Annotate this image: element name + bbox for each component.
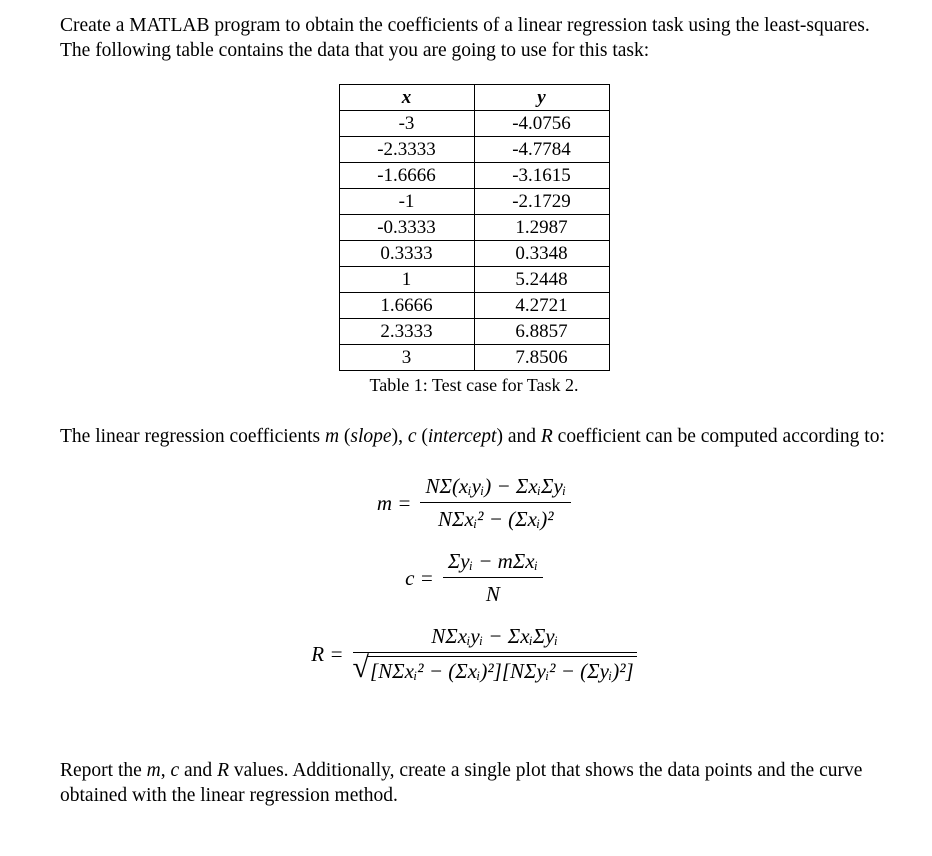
table-row <box>339 267 609 293</box>
coefficients-paragraph <box>60 424 888 449</box>
table-cell-x: 1.6666 <box>339 293 474 319</box>
text-segment: The linear regression coefficients <box>60 426 325 447</box>
table-cell-y: 0.3348 <box>474 241 609 267</box>
table-cell-x: 2.3333 <box>339 319 474 345</box>
numerator: NΣ(xᵢyᵢ) − ΣxᵢΣyᵢ <box>420 473 571 503</box>
denominator <box>353 653 637 684</box>
formula-m-lhs: m = <box>376 490 412 515</box>
table-cell-y: -4.0756 <box>474 111 609 137</box>
table-row <box>339 293 609 319</box>
text-segment: , <box>160 760 171 781</box>
closing-paragraph <box>60 758 888 808</box>
table-cell-y: 6.8857 <box>474 319 609 345</box>
var-intercept: intercept <box>427 426 497 447</box>
formula-r <box>60 623 888 684</box>
denominator: N <box>485 582 500 606</box>
text-segment: ( <box>339 426 351 447</box>
var-r: R <box>217 760 229 781</box>
table-row <box>339 111 609 137</box>
fraction <box>353 623 637 684</box>
table-cell-y: 7.8506 <box>474 345 609 371</box>
text-segment: Report the <box>60 760 147 781</box>
table-caption: Table 1: Test case for Task 2. <box>369 375 579 395</box>
data-table <box>339 84 610 371</box>
numerator: Σyᵢ − mΣxᵢ <box>443 548 543 578</box>
table-cell-x: -3 <box>339 111 474 137</box>
sqrt-expression <box>352 651 637 684</box>
numerator: NΣxᵢyᵢ − ΣxᵢΣyᵢ <box>353 623 637 653</box>
var-r: R <box>540 426 553 447</box>
table-header-y: y <box>474 85 609 111</box>
table-cell-x: -2.3333 <box>339 137 474 163</box>
table-cell-x: -1.6666 <box>339 163 474 189</box>
var-m: m <box>146 760 161 781</box>
formula-c-lhs: c = <box>405 565 434 590</box>
table-cell-x: 3 <box>339 345 474 371</box>
var-c: c <box>170 760 180 781</box>
table-cell-y: 1.2987 <box>474 215 609 241</box>
var-c: c <box>407 426 417 447</box>
var-m: m <box>324 426 340 447</box>
radicand: [NΣxᵢ² − (Σxᵢ)²][NΣyᵢ² − (Σyᵢ)²] <box>367 656 637 684</box>
table-row <box>339 345 609 371</box>
table-row <box>339 137 609 163</box>
table-row <box>339 241 609 267</box>
table-cell-y: -2.1729 <box>474 189 609 215</box>
intro-paragraph: Create a MATLAB program to obtain the coefficients of a linear regression task using the least-squares. The following table contains the data that you are going to use for this task: <box>60 15 870 61</box>
text-segment: values. Additionally, create a single plot that shows the data points and the curve obtained with the linear regression method. <box>60 760 863 806</box>
text-segment: ( <box>416 426 428 447</box>
table-row <box>339 163 609 189</box>
table-cell-x: 1 <box>339 267 474 293</box>
table-cell-y: -4.7784 <box>474 137 609 163</box>
text-segment: ), <box>391 426 408 447</box>
formula-c <box>60 548 888 607</box>
sqrt-symbol: √ <box>352 651 369 684</box>
text-segment: ) and <box>496 426 541 447</box>
fraction <box>420 473 571 532</box>
denominator: NΣxᵢ² − (Σxᵢ)² <box>438 507 554 531</box>
table-cell-y: -3.1615 <box>474 163 609 189</box>
formula-m <box>60 473 888 532</box>
table-row <box>339 319 609 345</box>
table-row <box>339 215 609 241</box>
table-cell-y: 5.2448 <box>474 267 609 293</box>
table-header-x: x <box>339 85 474 111</box>
table-cell-x: -0.3333 <box>339 215 474 241</box>
table-cell-y: 4.2721 <box>474 293 609 319</box>
table-cell-x: 0.3333 <box>339 241 474 267</box>
fraction <box>443 548 543 607</box>
text-segment: coefficient can be computed according to: <box>552 426 885 447</box>
formula-r-lhs: R = <box>311 641 344 666</box>
table-row <box>339 189 609 215</box>
text-segment: and <box>179 760 218 781</box>
table-header-row <box>339 85 609 111</box>
var-slope: slope <box>350 426 392 447</box>
table-cell-x: -1 <box>339 189 474 215</box>
